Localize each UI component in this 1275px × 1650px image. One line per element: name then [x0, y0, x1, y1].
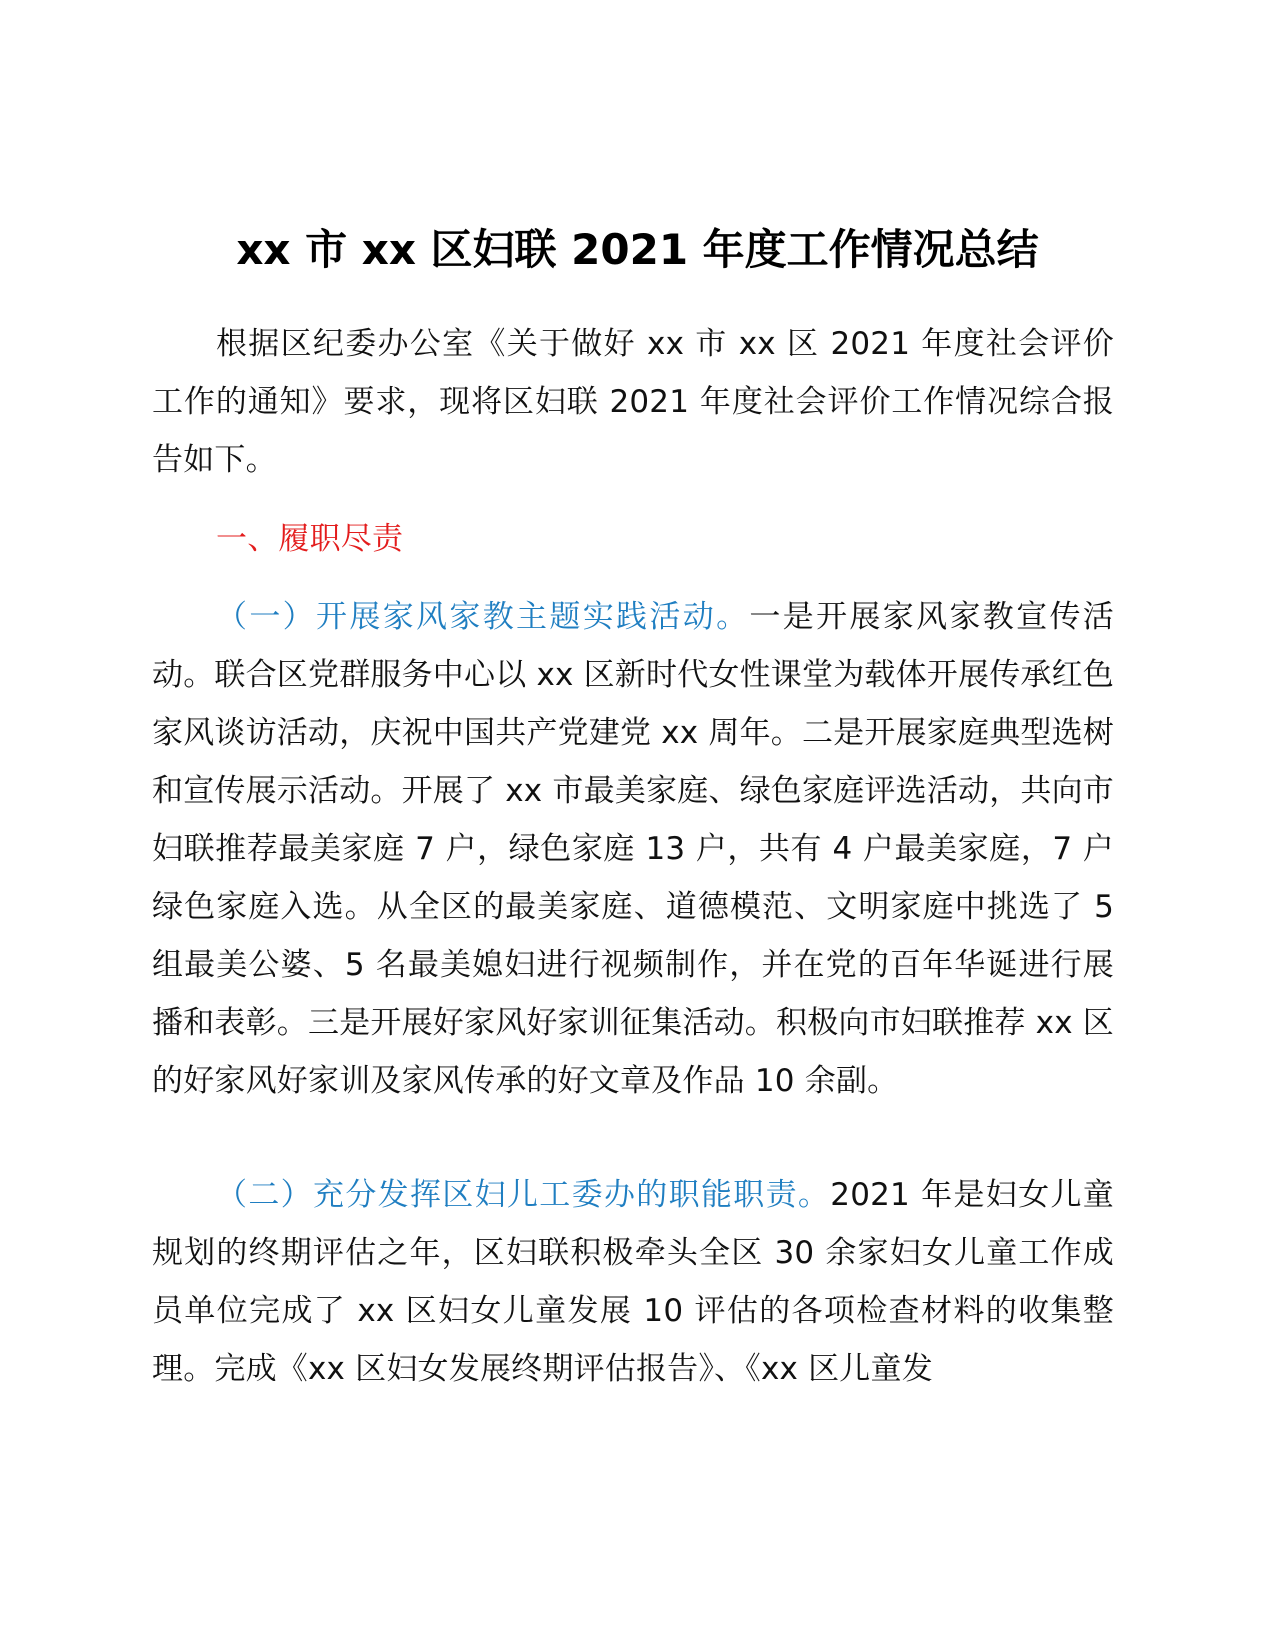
item-heading-2: （二）充分发挥区妇儿工委办的职能职责。 [216, 1177, 831, 1213]
section-heading: 一、履职尽责 [216, 521, 404, 557]
document-title: xx 市 xx 区妇联 2021 年度工作情况总结 [236, 225, 1039, 274]
item-heading-1: （一）开展家风家教主题实践活动。 [216, 599, 750, 635]
intro-paragraph: 根据区纪委办公室《关于做好 xx 市 xx 区 2021 年度社会评价工作的通知》要求，现将区妇联 2021 年度社会评价工作情况综合报告如下。 [152, 326, 1114, 478]
item-paragraph-2 [152, 1166, 1114, 1398]
item-paragraph-1 [152, 588, 1114, 1110]
item-text-1: 一是开展家风家教宣传活动。联合区党群服务中心以 xx 区新时代女性课堂为载体开展传承红色家风谈访活动，庆祝中国共产党建党 xx 周年。二是开展家庭典型选树和宣传展示活动。开展了 xx 市最美家庭、绿色家庭评选活动，共向市妇联推荐最美家庭 7 户，绿色家庭 13 户，共有 4 户最美家庭，7 户绿色家庭入选。从全区的最美家庭、道德模范、文明家庭中挑选了 5 组最美公婆、5 名最美媳妇进行视频制作，并在党的百年华诞进行展播和表彰。三是开展好家风好家训征集活动。积极向市妇联推荐 xx 区的好家风好家训及家风传承的好文章及作品 10 余副。 [152, 599, 1115, 1099]
item-text-2: 2021 年是妇女儿童规划的终期评估之年，区妇联积极牵头全区 30 余家妇女儿童工作成员单位完成了 xx 区妇女儿童发展 10 评估的各项检查材料的收集整理。完成《xx 区妇女发展终期评估报告》、《xx 区儿童发 [152, 1177, 1114, 1387]
